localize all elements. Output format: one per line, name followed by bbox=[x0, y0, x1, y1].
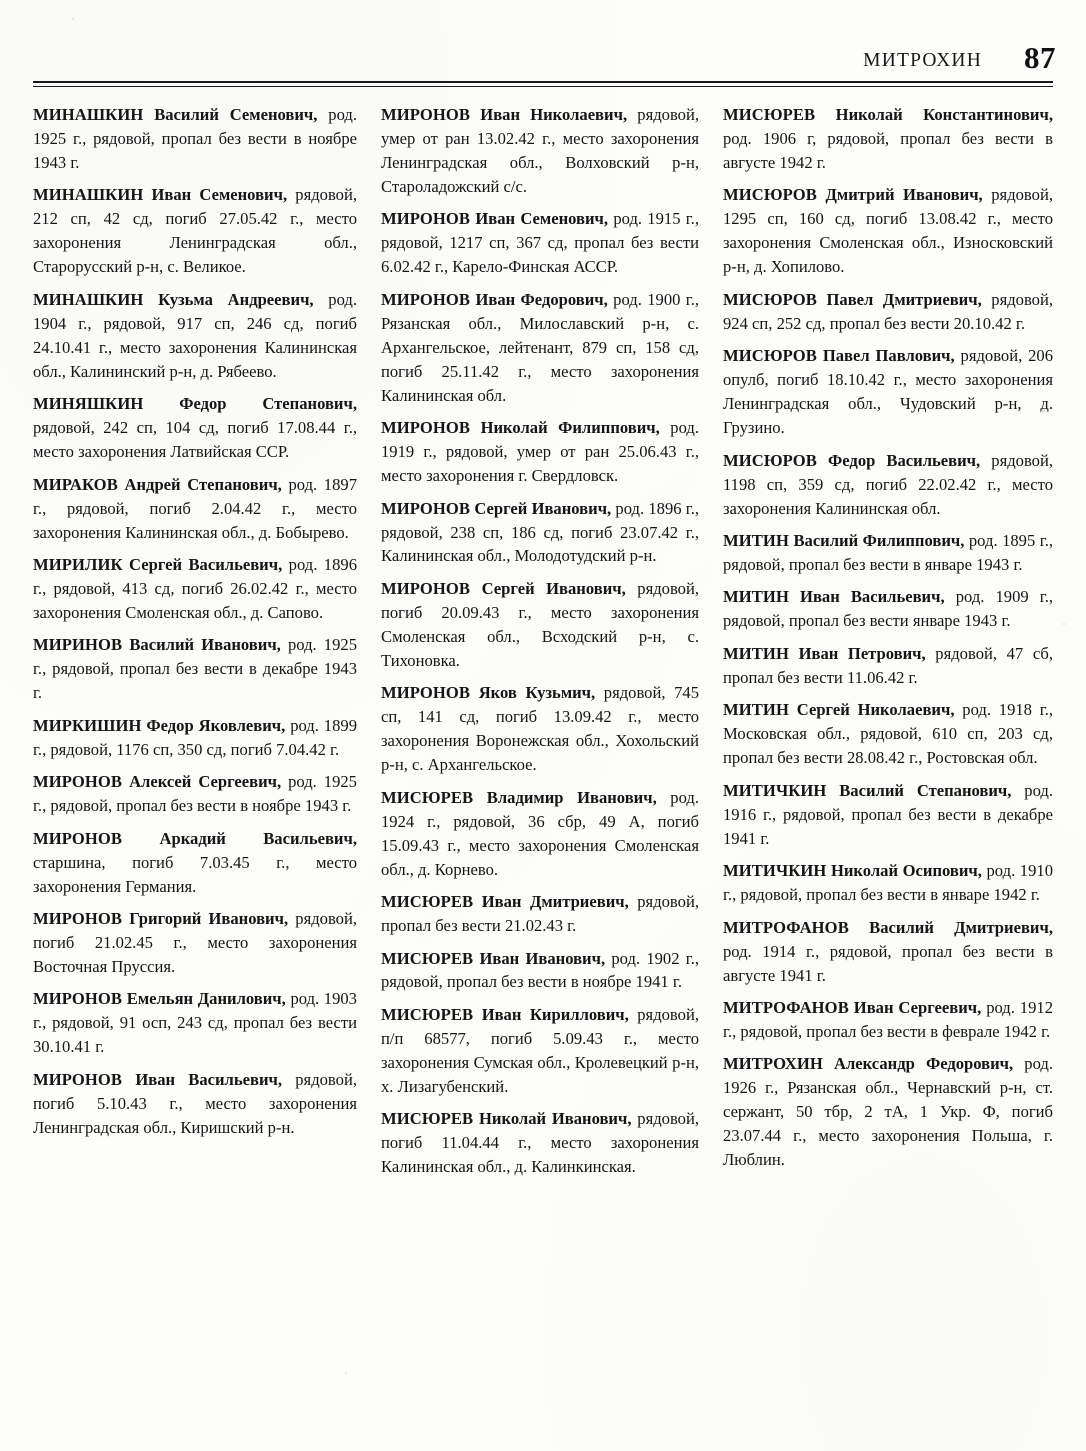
entry-details: род. 1919 г., рядовой, умер от ран 25.06.43 г., место захоронения г. Свердловск. bbox=[381, 418, 700, 486]
entry-details: рядовой, 212 сп, 42 сд, погиб 27.05.42 г., место захоронения Ленинградская обл., Старорусский р-н, с. Великое. bbox=[33, 185, 357, 277]
entry-given-name: Николай Иванович, bbox=[479, 1109, 632, 1129]
entry bbox=[723, 103, 1053, 175]
entry bbox=[723, 779, 1053, 851]
entry-surname: МИТИЧКИН bbox=[723, 861, 827, 881]
entry-surname: МИТИН bbox=[723, 700, 789, 720]
page-number: 87 bbox=[1024, 40, 1056, 75]
entry-surname: МИРОНОВ bbox=[33, 1069, 123, 1089]
entry-given-name: Сергей Иванович, bbox=[474, 498, 612, 518]
entry-surname: МИНЯШКИН bbox=[33, 394, 144, 414]
entry-details: рядовой, 1198 сп, 359 сд, погиб 22.02.42 г., место захоронения Калининская обл. bbox=[723, 450, 1053, 518]
entry-given-name: Иван Семенович, bbox=[151, 185, 288, 205]
entry bbox=[33, 473, 357, 545]
entry-given-name: Николай Филиппович, bbox=[480, 418, 660, 438]
entry-surname: МИРОНОВ bbox=[33, 772, 123, 792]
entry-given-name: Иван Петрович, bbox=[798, 643, 926, 663]
entry-given-name: Иван Васильевич, bbox=[800, 587, 945, 607]
entry-surname: МИРОНОВ bbox=[381, 683, 471, 703]
entry-surname: МИРКИШИН bbox=[33, 715, 142, 735]
entry bbox=[381, 1003, 699, 1099]
entry-details: род. 1910 г., рядовой, пропал без вести в январе 1942 г. bbox=[723, 861, 1053, 905]
entry-details: род. 1915 г., рядовой, 1217 сп, 367 сд, пропал без вести 6.02.42 г., Карело-Финская АССР. bbox=[381, 209, 699, 277]
entry-surname: МИТИН bbox=[723, 587, 789, 607]
entry-details: род. 1925 г., рядовой, пропал без вести в ноябре 1943 г. bbox=[33, 105, 357, 172]
entry-details: род. 1926 г., Рязанская обл., Чернавский р-н, ст. сержант, 50 тбр, 2 тА, 1 Укр. Ф, погиб 23.07.44 г., место захоронения Польша, г. Люблин. bbox=[723, 1054, 1053, 1170]
entry-details: род. 1896 г., рядовой, 238 сп, 186 сд, погиб 23.07.42 г., Калининская обл., Молодотудский р-н. bbox=[381, 498, 699, 566]
entry-given-name: Федор Степанович, bbox=[179, 394, 357, 414]
entry-given-name: Иван Семенович, bbox=[475, 209, 609, 229]
entry bbox=[33, 103, 357, 175]
entry-given-name: Василий Филиппович, bbox=[793, 531, 965, 550]
column-3 bbox=[723, 103, 1053, 1333]
entry-surname: МИТРОФАНОВ bbox=[723, 917, 849, 937]
entry-given-name: Сергей Иванович, bbox=[481, 578, 626, 598]
entry-given-name: Федор Васильевич, bbox=[828, 450, 981, 470]
entry-details: род. 1895 г., рядовой, пропал без вести в январе 1943 г. bbox=[723, 531, 1053, 574]
entry bbox=[381, 681, 699, 777]
entry-details: род. 1918 г., Московская обл., рядовой, 610 сп, 203 сд, пропал без вести 28.08.42 г., Ростовская обл. bbox=[723, 700, 1054, 768]
entry-details: рядовой, погиб 20.09.43 г., место захоронения Смоленская обл., Всходский р-н, с. Тихоновка. bbox=[381, 578, 699, 670]
entry bbox=[381, 103, 699, 199]
entry bbox=[723, 344, 1053, 440]
entry-surname: МИСЮРОВ bbox=[723, 289, 817, 309]
entry-surname: МИРОНОВ bbox=[381, 209, 471, 229]
entry bbox=[723, 585, 1053, 633]
entry bbox=[33, 987, 357, 1059]
entry-details: род. 1912 г., рядовой, пропал без вести в феврале 1942 г. bbox=[723, 997, 1053, 1041]
entry-surname: МИНАШКИН bbox=[33, 185, 144, 205]
entry bbox=[33, 183, 357, 279]
entry-given-name: Николай Константинович, bbox=[835, 105, 1053, 124]
entry bbox=[381, 947, 699, 995]
entry-given-name: Кузьма Андреевич, bbox=[158, 289, 314, 309]
entry bbox=[33, 907, 357, 979]
paper-speckle bbox=[1063, 623, 1065, 625]
entry-given-name: Григорий Иванович, bbox=[129, 909, 289, 929]
entry-given-name: Дмитрий Иванович, bbox=[825, 185, 983, 205]
entry-details: рядовой, 47 сб, пропал без вести 11.06.42 г. bbox=[723, 643, 1053, 687]
entry-details: старшина, погиб 7.03.45 г., место захоронения Германия. bbox=[33, 852, 357, 896]
entry-surname: МИРОНОВ bbox=[381, 498, 471, 518]
entry bbox=[33, 1068, 357, 1140]
entry-given-name: Василий Семенович, bbox=[154, 105, 318, 124]
paper-speckle bbox=[345, 1372, 347, 1374]
entry-surname: МИТИН bbox=[723, 643, 789, 663]
entry-surname: МИСЮРОВ bbox=[723, 450, 817, 470]
entry-surname: МИРОНОВ bbox=[381, 105, 471, 124]
entry-given-name: Иван Николаевич, bbox=[480, 105, 628, 124]
entry-given-name: Иван Иванович, bbox=[479, 948, 606, 968]
entry-details: рядовой, умер от ран 13.02.42 г., место захоронения Ленинградская обл., Волховский р-н, Староладожский с/с. bbox=[381, 105, 699, 196]
entry bbox=[381, 890, 699, 938]
entry-given-name: Федор Яковлевич, bbox=[146, 715, 286, 735]
entry-surname: МИРОНОВ bbox=[381, 418, 471, 438]
text-columns bbox=[33, 103, 1055, 1333]
entry-surname: МИРИЛИК bbox=[33, 554, 123, 574]
entry-given-name: Иван Кириллович, bbox=[481, 1004, 629, 1024]
entry-given-name: Василий Дмитриевич, bbox=[869, 917, 1053, 937]
entry-surname: МИТИЧКИН bbox=[723, 780, 827, 800]
entry-surname: МИСЮРЕВ bbox=[381, 1109, 474, 1129]
entry-surname: МИРОНОВ bbox=[33, 909, 123, 929]
entry bbox=[723, 288, 1053, 336]
entry-details: род. 1902 г., рядовой, пропал без вести в ноябре 1941 г. bbox=[381, 948, 699, 992]
entry-details: род. 1899 г., рядовой, 1176 сп, 350 сд, погиб 7.04.42 г. bbox=[33, 715, 357, 759]
entry-details: рядовой, 242 сп, 104 сд, погиб 17.08.44 г., место захоронения Латвийская ССР. bbox=[33, 418, 357, 462]
entry-details: рядовой, 206 опулб, погиб 18.10.42 г., место захоронения Ленинградская обл., Чудовский р-н, д. Грузино. bbox=[723, 346, 1053, 438]
entry-surname: МИСЮРЕВ bbox=[381, 1004, 474, 1024]
entry-given-name: Иван Сергеевич, bbox=[853, 997, 982, 1017]
entry-given-name: Емельян Данилович, bbox=[126, 989, 286, 1009]
entry bbox=[381, 497, 699, 569]
entry bbox=[33, 714, 357, 762]
entry bbox=[33, 827, 357, 899]
entry bbox=[381, 1107, 699, 1179]
paper-speckle bbox=[1042, 409, 1045, 412]
entry bbox=[33, 770, 357, 818]
entry-given-name: Александр Федорович, bbox=[834, 1054, 1014, 1074]
entry-details: род. 1900 г., Рязанская обл., Милославский р-н, с. Архангельское, лейтенант, 879 сп, 158 сд, погиб 25.11.42 г., место захоронения Калининская обл. bbox=[381, 289, 699, 405]
entry bbox=[381, 288, 699, 408]
entry-surname: МИРОНОВ bbox=[33, 989, 123, 1009]
entry-surname: МИРОНОВ bbox=[381, 289, 471, 309]
entry bbox=[33, 553, 357, 625]
entry-details: род. 1897 г., рядовой, погиб 2.04.42 г., место захоронения Калининская обл., д. Бобырево. bbox=[33, 474, 357, 542]
entry bbox=[723, 698, 1053, 770]
entry-details: род. 1906 г, рядовой, пропал без вести в августе 1942 г. bbox=[723, 128, 1053, 172]
entry bbox=[723, 916, 1053, 988]
entry bbox=[381, 207, 699, 279]
entry-surname: МИРОНОВ bbox=[33, 828, 123, 848]
entry-surname: МИСЮРЕВ bbox=[723, 105, 816, 124]
entry-given-name: Павел Дмитриевич, bbox=[826, 289, 982, 309]
entry-details: рядовой, погиб 21.02.45 г., место захоронения Восточная Пруссия. bbox=[33, 909, 357, 976]
column-2 bbox=[381, 103, 699, 1333]
entry bbox=[33, 392, 357, 464]
entry-details: род. 1904 г., рядовой, 917 сп, 246 сд, погиб 24.10.41 г., место захоронения Калининская обл., Калининский р-н, д. Рябеево. bbox=[33, 289, 358, 381]
entry-given-name: Аркадий Васильевич, bbox=[159, 828, 357, 848]
entry-surname: МИТИН bbox=[723, 531, 789, 550]
entry-surname: МИРАКОВ bbox=[33, 474, 118, 494]
entry-given-name: Иван Дмитриевич, bbox=[481, 892, 629, 912]
paper-speckle bbox=[72, 18, 74, 20]
entry-surname: МИСЮРОВ bbox=[723, 185, 817, 205]
entry-surname: МИСЮРОВ bbox=[723, 346, 817, 366]
entry-given-name: Василий Иванович, bbox=[129, 635, 281, 655]
entry-surname: МИРИНОВ bbox=[33, 635, 123, 655]
entry-surname: МИТРОХИН bbox=[723, 1054, 823, 1074]
entry-surname: МИСЮРЕВ bbox=[381, 787, 474, 807]
entry bbox=[33, 288, 357, 384]
entry-details: род. 1914 г., рядовой, пропал без вести в августе 1941 г. bbox=[723, 941, 1053, 985]
entry-surname: МИНАШКИН bbox=[33, 105, 144, 124]
entry-surname: МИРОНОВ bbox=[381, 578, 471, 598]
entry-given-name: Андрей Степанович, bbox=[124, 474, 282, 494]
entry bbox=[723, 1052, 1053, 1172]
entry bbox=[381, 577, 699, 673]
entry-given-name: Яков Кузьмич, bbox=[478, 683, 596, 703]
entry-details: род. 1924 г., рядовой, 36 сбр, 49 А, погиб 15.09.43 г., место захоронения Смоленская обл., д. Корнево. bbox=[381, 787, 700, 879]
entry-details: рядовой, 924 сп, 252 сд, пропал без вести 20.10.42 г. bbox=[723, 289, 1053, 333]
entry-details: род. 1925 г., рядовой, пропал без вести в ноябре 1943 г. bbox=[33, 772, 357, 816]
entry bbox=[33, 633, 357, 705]
running-head: МИТРОХИН bbox=[863, 50, 982, 71]
page-header bbox=[30, 40, 1056, 84]
entry-given-name: Иван Федорович, bbox=[475, 289, 608, 309]
entry-surname: МИНАШКИН bbox=[33, 289, 144, 309]
entry-details: род. 1903 г., рядовой, 91 осп, 243 сд, пропал без вести 30.10.41 г. bbox=[33, 989, 357, 1057]
entry-given-name: Владимир Иванович, bbox=[486, 787, 657, 807]
entry bbox=[723, 529, 1053, 577]
entry-given-name: Сергей Николаевич, bbox=[796, 700, 955, 720]
entry-details: рядовой, 745 сп, 141 сд, погиб 13.09.42 г., место захоронения Воронежская обл., Хохольский р-н, с. Архангельское. bbox=[381, 683, 699, 775]
entry bbox=[381, 786, 699, 882]
entry bbox=[723, 183, 1053, 279]
entry-details: рядовой, 1295 сп, 160 сд, погиб 13.08.42 г., место захоронения Смоленская обл., Износковский р-н, д. Хопилово. bbox=[723, 185, 1053, 277]
entry-details: род. 1896 г., рядовой, 413 сд, погиб 26.02.42 г., место захоронения Смоленская обл., д. Сапово. bbox=[33, 554, 357, 622]
entry bbox=[723, 859, 1053, 907]
entry-given-name: Василий Степанович, bbox=[839, 780, 1012, 800]
entry-details: рядовой, погиб 11.04.44 г., место захоронения Калининская обл., д. Калинкинская. bbox=[381, 1109, 699, 1177]
entry bbox=[723, 449, 1053, 521]
column-1 bbox=[33, 103, 357, 1333]
entry-details: рядовой, п/п 68577, погиб 5.09.43 г., место захоронения Сумская обл., Кролевецкий р-н, х. Лизагубенский. bbox=[381, 1004, 699, 1096]
entry-surname: МИСЮРЕВ bbox=[381, 948, 474, 968]
entry-given-name: Алексей Сергеевич, bbox=[129, 772, 282, 792]
entry-details: род. 1909 г., рядовой, пропал без вести январе 1943 г. bbox=[723, 587, 1053, 631]
entry-given-name: Павел Павлович, bbox=[822, 346, 955, 366]
entry bbox=[381, 416, 699, 488]
entry-details: рядовой, погиб 5.10.43 г., место захоронения Ленинградская обл., Киришский р-н. bbox=[33, 1069, 357, 1137]
header-rule bbox=[33, 81, 1053, 87]
entry-given-name: Иван Васильевич, bbox=[135, 1069, 283, 1089]
entry-details: рядовой, пропал без вести 21.02.43 г. bbox=[381, 892, 699, 936]
entry-given-name: Сергей Васильевич, bbox=[129, 554, 283, 574]
entry-details: род. 1916 г., рядовой, пропал без вести в декабре 1941 г. bbox=[723, 780, 1054, 848]
entry-surname: МИТРОФАНОВ bbox=[723, 997, 849, 1017]
entry-given-name: Николай Осипович, bbox=[830, 861, 982, 881]
entry bbox=[723, 996, 1053, 1044]
entry-details: род. 1925 г., рядовой, пропал без вести в декабре 1943 г. bbox=[33, 635, 357, 703]
entry bbox=[723, 642, 1053, 690]
entry-surname: МИСЮРЕВ bbox=[381, 892, 474, 912]
